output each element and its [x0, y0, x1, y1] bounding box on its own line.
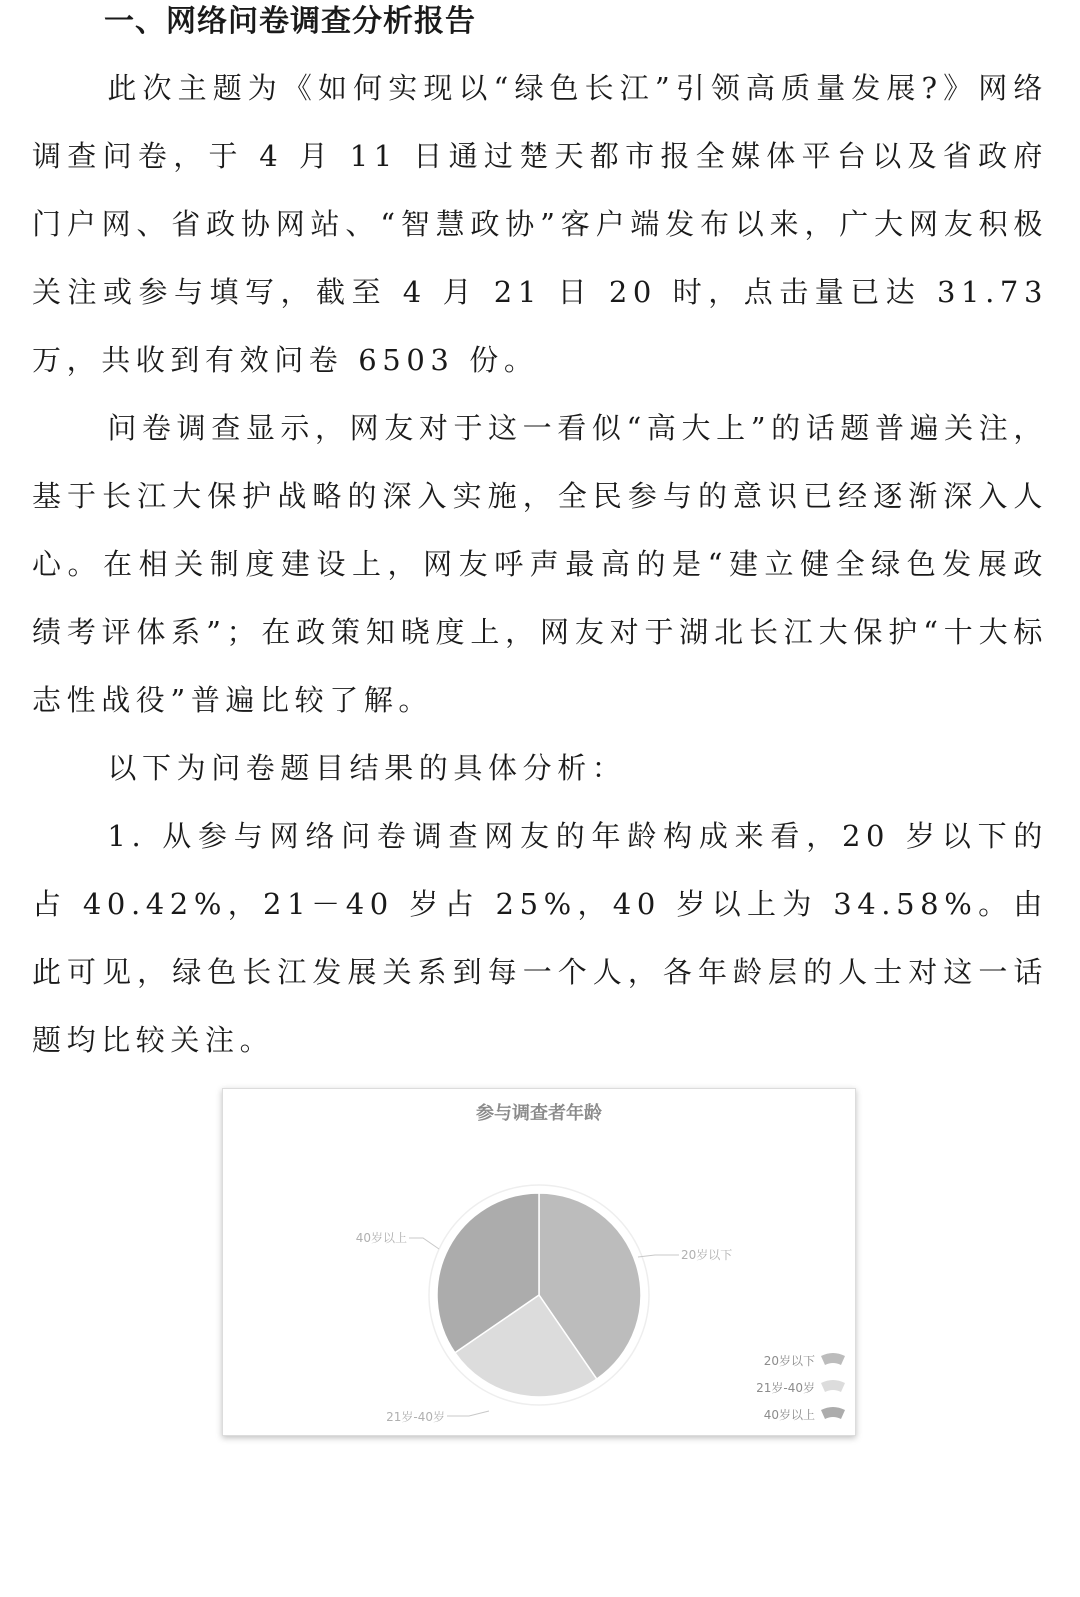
chart-title: 参与调查者年龄 — [476, 1103, 602, 1124]
paragraph-findings: 问卷调查显示，网友对于这一看似“高大上”的话题普遍关注，基于长江大保护战略的深入实施，全民参与的意识已经逐渐深入人心。在相关制度建设上，网友呼声最高的是“建立健全绿色发展政绩考评体系”；在政策知晓度上，网友对于湖北长江大保护“十大标志性战役”普遍比较了解。 — [32, 411, 1048, 717]
section-heading: 一、网络问卷调查分析报告 — [104, 4, 476, 39]
slice-label-1: 20岁以下 — [681, 1248, 733, 1262]
paragraph-analysis-lead: 以下为问卷题目结果的具体分析： — [107, 751, 627, 785]
callout-line-2 — [447, 1411, 489, 1416]
slice-label-2: 21岁-40岁 — [386, 1410, 445, 1424]
age-pie-chart — [222, 1088, 856, 1436]
pie-chart-canvas — [223, 1089, 855, 1435]
legend-label-1: 20岁以下 — [763, 1354, 815, 1368]
callout-line-3 — [409, 1238, 439, 1249]
paragraph-intro: 此次主题为《如何实现以“绿色长江”引领高质量发展?》网络调查问卷，于 4 月 11 日通过楚天都市报全媒体平台以及省政府门户网、省政协网站、“智慧政协”客户端发布以来，广大网友积极关注或参与填写，截至 4 月 21 日 20 时，点击量已达 31.73 万，共收到有效问卷 6503 份。 — [32, 71, 1048, 377]
legend-label-3: 40岁以上 — [763, 1408, 815, 1422]
paragraph-age-analysis: 1. 从参与网络问卷调查网友的年龄构成来看，20 岁以下的占 40.42%，21－40 岁占 25%，40 岁以上为 34.58%。由此可见，绿色长江发展关系到每一个人，各年龄层的人士对这一话题均比较关注。 — [32, 819, 1048, 1057]
legend-symbol-2 — [821, 1380, 845, 1392]
body-text — [32, 54, 1048, 1074]
legend-symbol-3 — [821, 1407, 845, 1419]
slice-label-3: 40岁以上 — [355, 1231, 407, 1245]
legend-label-2: 21岁-40岁 — [756, 1381, 815, 1395]
legend-symbol-1 — [821, 1353, 845, 1365]
callout-line-1 — [638, 1255, 679, 1257]
